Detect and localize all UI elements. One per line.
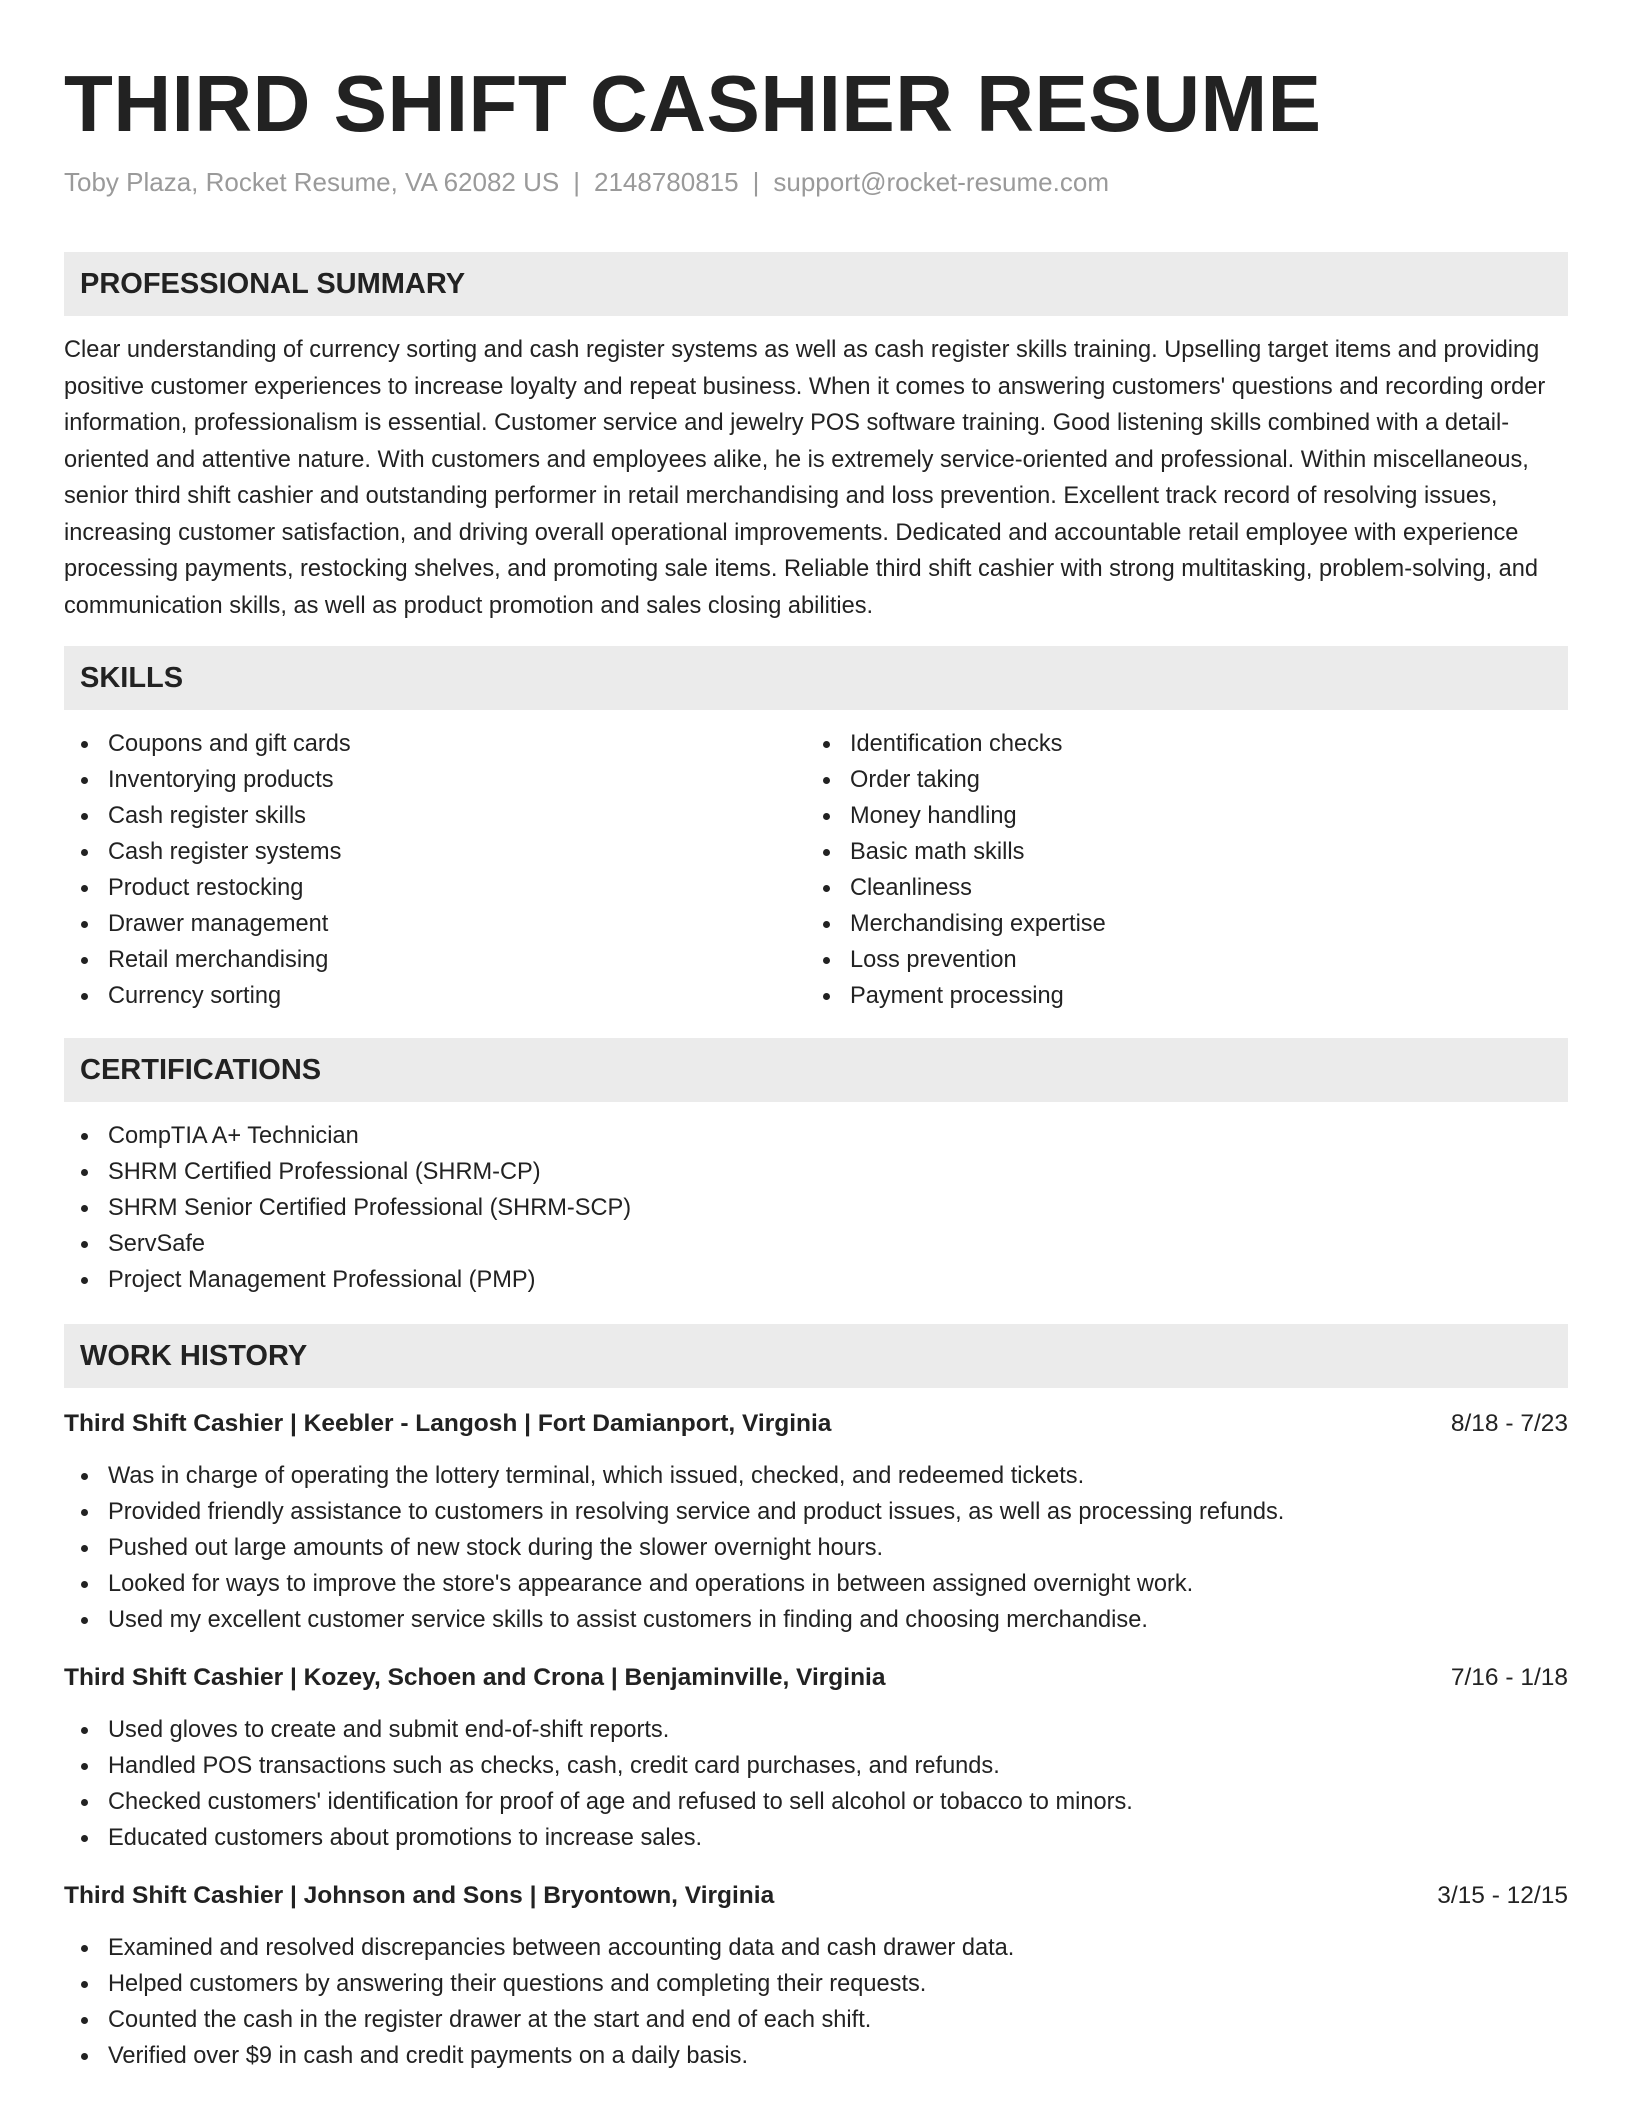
job-bullet: Used my excellent customer service skills to assist customers in finding and choosing merchandise. bbox=[64, 1602, 1568, 1638]
skills-list-right bbox=[806, 726, 1548, 1014]
job-dates: 7/16 - 1/18 bbox=[1450, 1664, 1568, 1691]
job-bullet: Handled POS transactions such as checks, cash, credit card purchases, and refunds. bbox=[64, 1748, 1568, 1784]
certification-item: SHRM Certified Professional (SHRM-CP) bbox=[64, 1154, 1568, 1190]
job-entry bbox=[64, 1660, 1568, 1856]
skill-item: Currency sorting bbox=[64, 978, 806, 1014]
contact-separator: | bbox=[573, 167, 580, 197]
job-entry bbox=[64, 1406, 1568, 1638]
skill-item: Payment processing bbox=[806, 978, 1548, 1014]
skills-column-left bbox=[64, 726, 806, 1014]
skills-columns bbox=[64, 726, 1568, 1014]
job-bullet: Counted the cash in the register drawer at the start and end of each shift. bbox=[64, 2002, 1568, 2038]
section-heading-work-history: WORK HISTORY bbox=[64, 1324, 1568, 1388]
job-header bbox=[64, 1406, 1568, 1442]
job-bullet: Pushed out large amounts of new stock during the slower overnight hours. bbox=[64, 1530, 1568, 1566]
contact-phone: 2148780815 bbox=[593, 167, 739, 197]
work-history-list bbox=[64, 1406, 1568, 2074]
skill-item: Money handling bbox=[806, 798, 1548, 834]
job-bullets bbox=[64, 1458, 1568, 1638]
summary-paragraph: Clear understanding of currency sorting and cash register systems as well as cash register skills training. Upselling target items and providing positive customer experiences to increase loyalty and repeat business. When it comes to answering customers' questions and recording order information, professionalism is essential. Customer service and jewelry POS software training. Good listening skills combined with a detail-oriented and attentive nature. With customers and employees alike, he is extremely service-oriented and professional. Within miscellaneous, senior third shift cashier and outstanding performer in retail merchandising and loss prevention. Excellent track record of resolving issues, increasing customer satisfaction, and driving overall operational improvements. Dedicated and accountable retail employee with experience processing payments, restocking shelves, and promoting sale items. Reliable third shift cashier with strong multitasking, problem-solving, and communication skills, as well as product promotion and sales closing abilities. bbox=[64, 337, 1546, 619]
contact-separator: | bbox=[752, 167, 760, 197]
contact-email: support@rocket-resume.com bbox=[773, 167, 1109, 197]
section-heading-summary: PROFESSIONAL SUMMARY bbox=[64, 252, 1568, 316]
certification-item: SHRM Senior Certified Professional (SHRM-SCP) bbox=[64, 1190, 1568, 1226]
job-bullet: Was in charge of operating the lottery terminal, which issued, checked, and redeemed tickets. bbox=[64, 1458, 1568, 1494]
job-bullet: Verified over $9 in cash and credit payments on a daily basis. bbox=[64, 2038, 1568, 2074]
job-header bbox=[64, 1878, 1568, 1914]
skill-item: Inventorying products bbox=[64, 762, 806, 798]
contact-line bbox=[64, 164, 1568, 200]
section-heading-skills: SKILLS bbox=[64, 646, 1568, 710]
job-title: Third Shift Cashier | Kozey, Schoen and Crona | Benjaminville, Virginia bbox=[64, 1664, 886, 1691]
skills-list-left bbox=[64, 726, 806, 1014]
skill-item: Order taking bbox=[806, 762, 1548, 798]
job-title: Third Shift Cashier | Johnson and Sons | Bryontown, Virginia bbox=[64, 1882, 775, 1909]
skill-item: Drawer management bbox=[64, 906, 806, 942]
job-bullet: Helped customers by answering their questions and completing their requests. bbox=[64, 1966, 1568, 2002]
skill-item: Product restocking bbox=[64, 870, 806, 906]
skill-item: Loss prevention bbox=[806, 942, 1548, 978]
skill-item: Basic math skills bbox=[806, 834, 1548, 870]
section-heading-certifications: CERTIFICATIONS bbox=[64, 1038, 1568, 1102]
job-bullet: Educated customers about promotions to increase sales. bbox=[64, 1820, 1568, 1856]
job-dates: 3/15 - 12/15 bbox=[1437, 1882, 1568, 1909]
skill-item: Coupons and gift cards bbox=[64, 726, 806, 762]
skill-item: Cash register systems bbox=[64, 834, 806, 870]
certification-item: ServSafe bbox=[64, 1226, 1568, 1262]
resume-title: THIRD SHIFT CASHIER RESUME bbox=[64, 59, 1322, 148]
skill-item: Cash register skills bbox=[64, 798, 806, 834]
skills-column-right bbox=[806, 726, 1548, 1014]
job-bullet: Used gloves to create and submit end-of-shift reports. bbox=[64, 1712, 1568, 1748]
job-bullet: Checked customers' identification for proof of age and refused to sell alcohol or tobacco to minors. bbox=[64, 1784, 1568, 1820]
certification-item: CompTIA A+ Technician bbox=[64, 1118, 1568, 1154]
skill-item: Retail merchandising bbox=[64, 942, 806, 978]
certification-item: Project Management Professional (PMP) bbox=[64, 1262, 1568, 1298]
job-bullets bbox=[64, 1712, 1568, 1856]
certifications-list bbox=[64, 1118, 1568, 1298]
contact-address: Toby Plaza, Rocket Resume, VA 62082 US bbox=[64, 167, 560, 197]
job-bullet: Provided friendly assistance to customers in resolving service and product issues, as well as processing refunds. bbox=[64, 1494, 1568, 1530]
job-header bbox=[64, 1660, 1568, 1696]
skill-item: Merchandising expertise bbox=[806, 906, 1548, 942]
resume-page bbox=[64, 0, 1568, 2074]
skill-item: Identification checks bbox=[806, 726, 1548, 762]
job-dates: 8/18 - 7/23 bbox=[1450, 1410, 1568, 1437]
job-bullet: Examined and resolved discrepancies between accounting data and cash drawer data. bbox=[64, 1930, 1568, 1966]
job-title: Third Shift Cashier | Keebler - Langosh | Fort Damianport, Virginia bbox=[64, 1410, 832, 1437]
skill-item: Cleanliness bbox=[806, 870, 1548, 906]
job-bullet: Looked for ways to improve the store's appearance and operations in between assigned overnight work. bbox=[64, 1566, 1568, 1602]
job-bullets bbox=[64, 1930, 1568, 2074]
job-entry bbox=[64, 1878, 1568, 2074]
